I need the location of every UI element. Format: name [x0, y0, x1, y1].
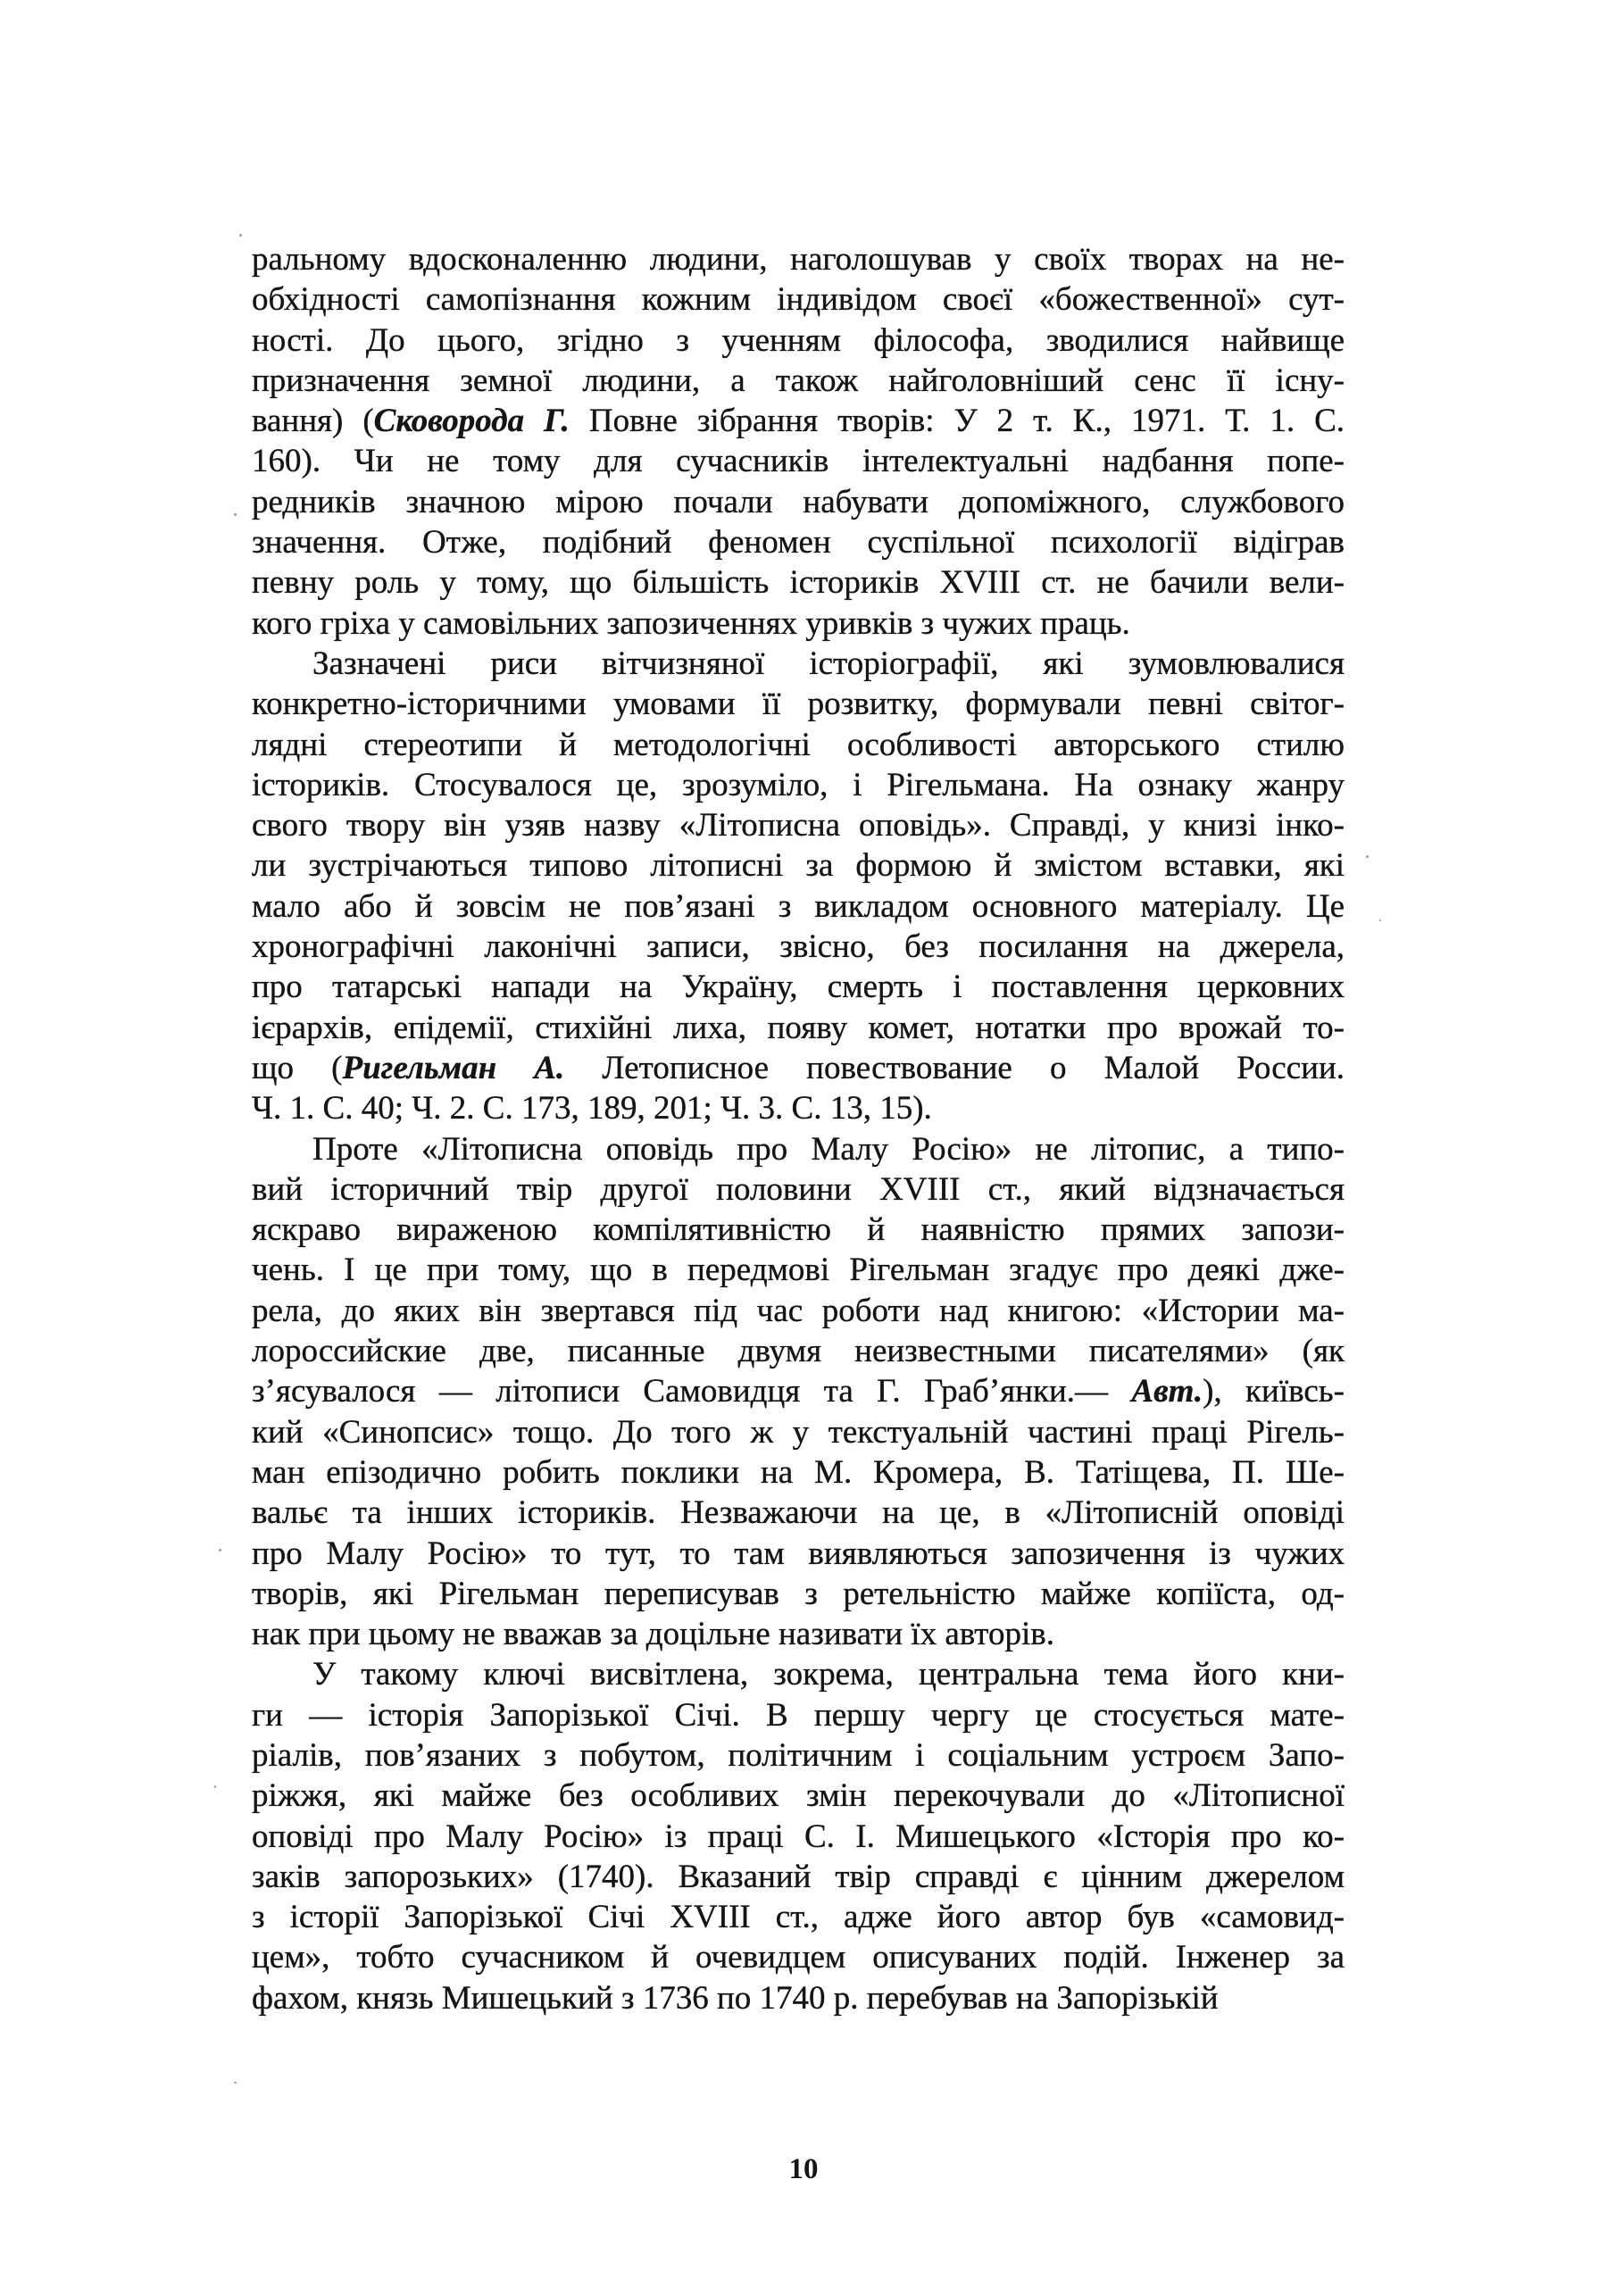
text-segment: свого твору він узяв назву «Літописна оповідь». Справді, у книзі інко- — [252, 807, 1345, 844]
text-line — [252, 1291, 1345, 1331]
text-segment: вання) ( — [252, 403, 374, 440]
text-segment: цем», тобто сучасником й очевидцем описуваних подій. Інженер за — [252, 1939, 1345, 1976]
text-line — [252, 1210, 1345, 1250]
scan-speck — [1379, 919, 1381, 921]
scan-speck — [1366, 855, 1369, 858]
text-line — [252, 644, 1345, 684]
text-segment: певну роль у тому, що більшість істориків XVIII ст. не бачили вели- — [252, 564, 1345, 602]
text-line — [252, 603, 1345, 644]
text-line — [252, 1452, 1345, 1493]
text-segment: ієрархів, епідемії, стихійні лиха, появу комет, нотатки про врожай то- — [252, 1009, 1345, 1046]
text-line — [252, 361, 1345, 401]
text-line — [252, 1614, 1345, 1654]
text-segment: чень. І це при тому, що в передмові Рігельман згадує про деякі дже- — [252, 1252, 1345, 1289]
text-line — [252, 1534, 1345, 1574]
text-segment: кий «Синопсис» тощо. До того ж у текстуальній частині праці Рігель- — [252, 1413, 1345, 1451]
text-line — [252, 805, 1345, 845]
text-line — [252, 1088, 1345, 1128]
paragraph — [252, 1129, 1345, 1655]
citation-author: Авт. — [1131, 1373, 1203, 1410]
text-line — [252, 1937, 1345, 1977]
text-line — [252, 482, 1345, 522]
text-segment: 160). Чи не тому для сучасників інтелектуальні надбання попе- — [252, 443, 1345, 480]
text-segment: ли зустрічаються типово літописні за формою й змістом вставки, які — [252, 847, 1345, 885]
text-segment: про Малу Росію» то тут, то там виявляються запозичення із чужих — [252, 1535, 1345, 1572]
citation-author: Ригельман А. — [342, 1049, 565, 1086]
text-line — [252, 562, 1345, 603]
paragraph — [252, 1654, 1345, 2018]
text-segment: ріалів, пов’язаних з побутом, політичним і соціальним устроєм Запо- — [252, 1736, 1345, 1774]
text-segment: ), київсь- — [1203, 1373, 1345, 1410]
text-line — [252, 1169, 1345, 1210]
text-line — [252, 927, 1345, 967]
text-segment: кого гріха у самовільних запозиченнях уривків з чужих праць. — [252, 604, 1130, 642]
text-segment: Проте «Літописна оповідь про Малу Росію» не літопис, а типо- — [312, 1130, 1345, 1168]
text-line — [252, 886, 1345, 927]
scan-speck — [214, 1785, 216, 1788]
text-segment: Ч. 1. С. 40; Ч. 2. С. 173, 189, 201; Ч. 3. С. 13, 15). — [252, 1090, 932, 1127]
text-segment: Повне зібрання творів: У 2 т. К., 1971. Т. 1. С. — [569, 403, 1345, 440]
text-line — [252, 1048, 1345, 1088]
text-line — [252, 1250, 1345, 1290]
text-segment: лядні стереотипи й методологічні особливості авторського стилю — [252, 726, 1345, 763]
text-segment: значення. Отже, подібний феномен суспільної психології відіграв — [252, 524, 1345, 562]
text-line — [252, 1817, 1345, 1857]
scan-speck — [234, 513, 237, 516]
text-segment: Летописное повествование о Малой России. — [564, 1049, 1345, 1086]
scan-speck — [239, 234, 242, 237]
text-segment: з історії Запорізької Січі XVIII ст., адже його автор був «самовид- — [252, 1899, 1345, 1936]
text-line — [252, 1493, 1345, 1533]
text-line — [252, 684, 1345, 724]
text-line — [252, 725, 1345, 765]
text-segment: лороссийские две, писанные двумя неизвестными писателями» (як — [252, 1333, 1345, 1370]
text-segment: У такому ключі висвітлена, зокрема, центральна тема його кни- — [312, 1656, 1345, 1693]
citation-author: Сковорода Г. — [373, 403, 570, 440]
text-line — [252, 239, 1345, 279]
text-segment: ріжжя, які майже без особливих змін перекочували до «Літописної — [252, 1777, 1345, 1815]
text-segment: нак при цьому не вважав за доцільне називати їх авторів. — [252, 1616, 1054, 1653]
text-segment: оповіді про Малу Росію» із праці С. І. Мишецького «Історія про ко- — [252, 1818, 1345, 1855]
text-line — [252, 967, 1345, 1007]
text-segment: ральному вдосконаленню людини, наголошував у своїх творах на не- — [252, 241, 1345, 278]
text-line — [252, 1412, 1345, 1452]
text-segment: ги — історія Запорізької Січі. В першу чергу це стосується мате- — [252, 1696, 1345, 1734]
text-segment: вий історичний твір другої половини XVIII ст., який відзначається — [252, 1170, 1345, 1208]
text-segment: що ( — [252, 1049, 343, 1086]
text-line — [252, 1776, 1345, 1816]
text-line — [252, 1008, 1345, 1048]
text-segment: конкретно-історичними умовами її розвитку, формували певні світог- — [252, 686, 1345, 723]
text-segment: фахом, князь Мишецький з 1736 по 1740 р. перебував на Запорізькій — [252, 1979, 1219, 2017]
text-line — [252, 1978, 1345, 2018]
text-line — [252, 845, 1345, 886]
text-segment: вальє та інших істориків. Незважаючи на це, в «Літописній оповіді — [252, 1494, 1345, 1532]
text-segment: яскраво вираженою компілятивністю й наявністю прямих запози- — [252, 1211, 1345, 1249]
text-segment: хронографічні лаконічні записи, звісно, без посилання на джерела, — [252, 928, 1345, 966]
text-segment: рела, до яких він звертався під час роботи над книгою: «Истории ма- — [252, 1292, 1345, 1329]
text-line — [252, 279, 1345, 320]
text-line — [252, 1735, 1345, 1776]
text-line — [252, 1857, 1345, 1897]
text-segment: обхідності самопізнання кожним індивідом своєї «божественної» сут- — [252, 281, 1345, 319]
text-segment: ман епізодично робить поклики на М. Кромера, В. Татіщева, П. Ше- — [252, 1453, 1345, 1491]
text-line — [252, 1695, 1345, 1735]
text-line — [252, 1331, 1345, 1371]
text-line — [252, 1897, 1345, 1937]
text-segment: заків запорозьких» (1740). Вказаний твір справді є цінним джерелом — [252, 1858, 1345, 1895]
text-segment: істориків. Стосувалося це, зрозуміло, і Рігельмана. На ознаку жанру — [252, 766, 1345, 803]
text-segment: творів, які Рігельман переписував з ретельністю майже копіїста, од- — [252, 1575, 1345, 1612]
text-line — [252, 765, 1345, 805]
paragraph — [252, 239, 1345, 644]
text-line — [252, 1129, 1345, 1169]
text-segment: редників значною мірою почали набувати допоміжного, службового — [252, 483, 1345, 520]
text-segment: про татарські напади на Україну, смерть і поставлення церковних — [252, 969, 1345, 1006]
scan-speck — [234, 2082, 237, 2084]
text-segment: Зазначені риси вітчизняної історіографії, які зумовлювалися — [312, 645, 1345, 682]
text-line — [252, 1654, 1345, 1694]
text-segment: ності. До цього, згідно з ученням філософа, зводилися найвище — [252, 321, 1345, 359]
text-line — [252, 441, 1345, 481]
book-page-text — [252, 239, 1345, 2018]
paragraph — [252, 644, 1345, 1129]
text-line — [252, 320, 1345, 361]
text-segment: призначення земної людини, а також найголовніший сенс її існу- — [252, 362, 1345, 399]
text-segment: з’ясувалося — літописи Самовидця та Г. Граб’янки.— — [252, 1373, 1132, 1410]
text-line — [252, 1574, 1345, 1614]
text-line — [252, 1371, 1345, 1411]
page-number: 10 — [788, 2153, 819, 2185]
text-line — [252, 401, 1345, 441]
text-segment: мало або й зовсім не пов’язані з викладом основного матеріалу. Це — [252, 887, 1345, 925]
scan-speck — [219, 1549, 221, 1551]
text-line — [252, 522, 1345, 562]
